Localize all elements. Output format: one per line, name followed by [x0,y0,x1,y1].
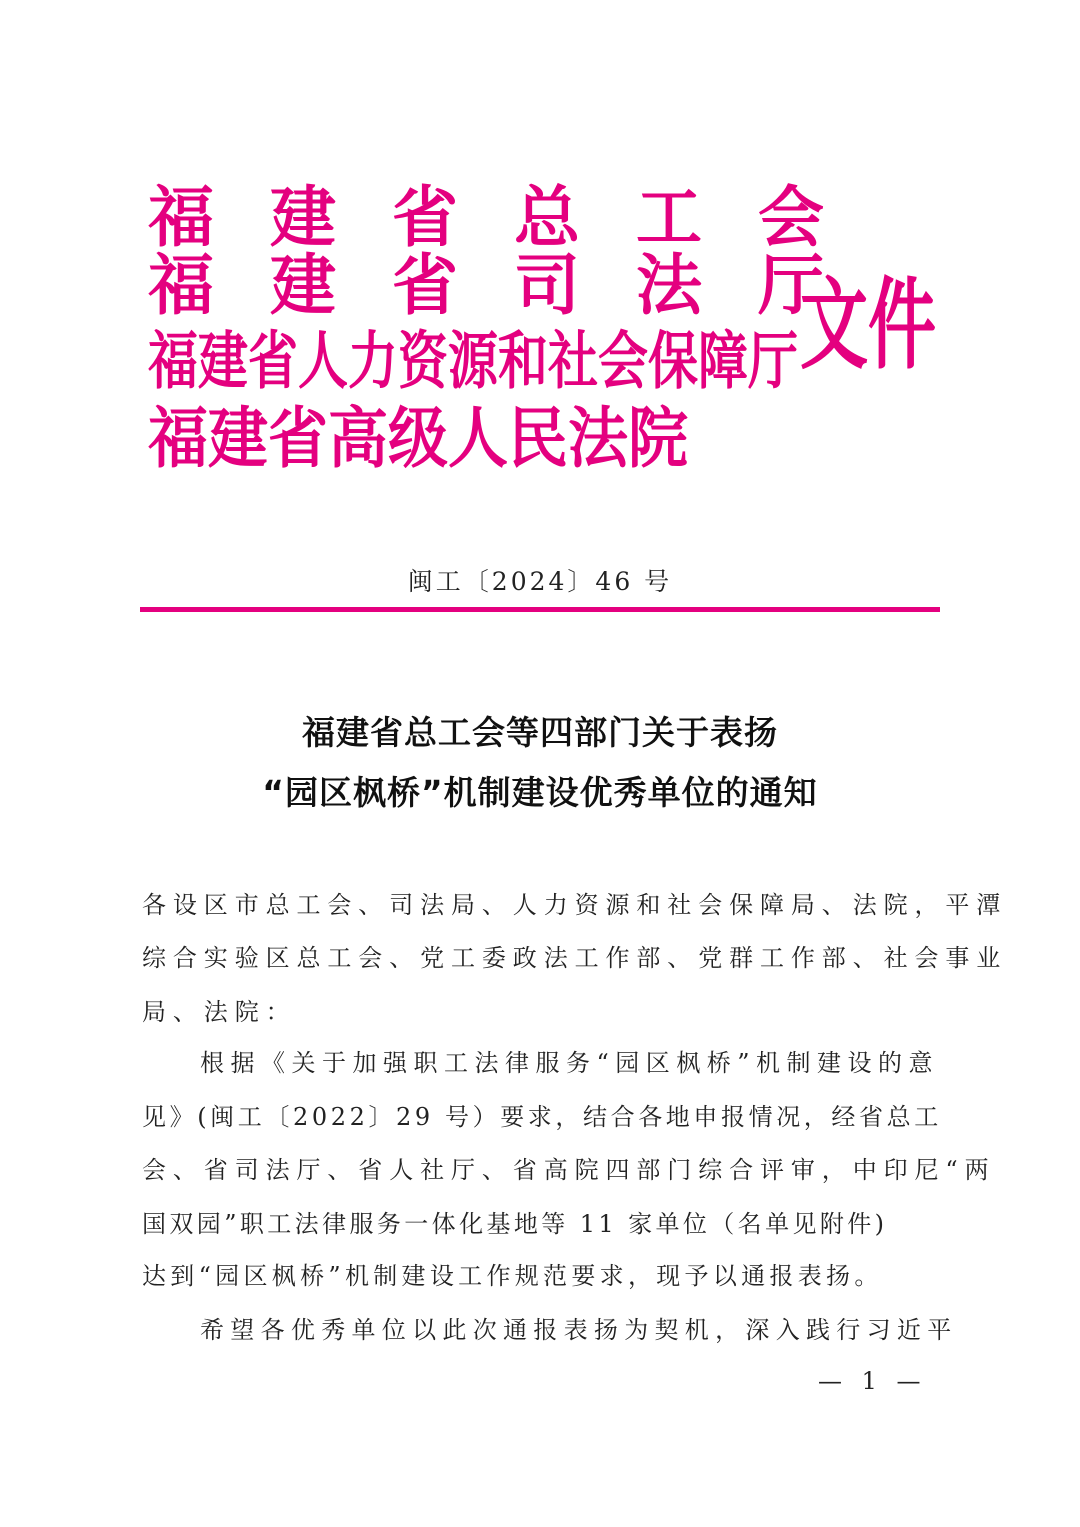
document-title-line-2: “园区枫桥”机制建设优秀单位的通知 [262,773,818,812]
authority-high-peoples-court: 福建省高级人民法院 [148,400,688,478]
body-line-paragraph-1b: 见》(闽工〔2022〕29 号）要求，结合各地申报情况，经省总工 [142,1103,942,1131]
body-line-paragraph-1e: 达到“园区枫桥”机制建设工作规范要求，现予以通报表扬。 [142,1262,883,1290]
authority-human-resources-social-security: 福建省人力资源和社会保障厅 [148,325,798,398]
red-separator-rule [140,607,940,612]
page-number: — 1 — [818,1367,927,1395]
document-title-line-1: 福建省总工会等四部门关于表扬 [302,713,778,752]
body-line-addressees-3: 局、法院： [142,998,297,1026]
body-line-addressees-1: 各设区市总工会、司法局、人力资源和社会保障局、法院，平潭 [142,891,1008,919]
authority-department-of-justice: 福建省司法厅 [148,247,880,324]
body-line-paragraph-1c: 会、省司法厅、省人社厅、省高院四部门综合评审，中印尼“两 [142,1156,996,1184]
body-line-paragraph-2a: 希望各优秀单位以此次通报表扬为契机，深入践行习近平 [200,1316,958,1344]
issuing-authorities-header [148,179,948,483]
body-line-paragraph-1a: 根据《关于加强职工法律服务“园区枫桥”机制建设的意 [200,1049,940,1077]
body-line-paragraph-1d: 国双园”职工法律服务一体化基地等 11 家单位（名单见附件) [142,1210,888,1238]
authority-federation-of-trade-unions: 福建省总工会 [148,179,880,256]
document-suffix: 文件 [800,269,937,384]
document-number: 闽工〔2024〕46 号 [407,567,673,596]
body-line-addressees-2: 综合实验区总工会、党工委政法工作部、党群工作部、社会事业 [142,944,1008,972]
